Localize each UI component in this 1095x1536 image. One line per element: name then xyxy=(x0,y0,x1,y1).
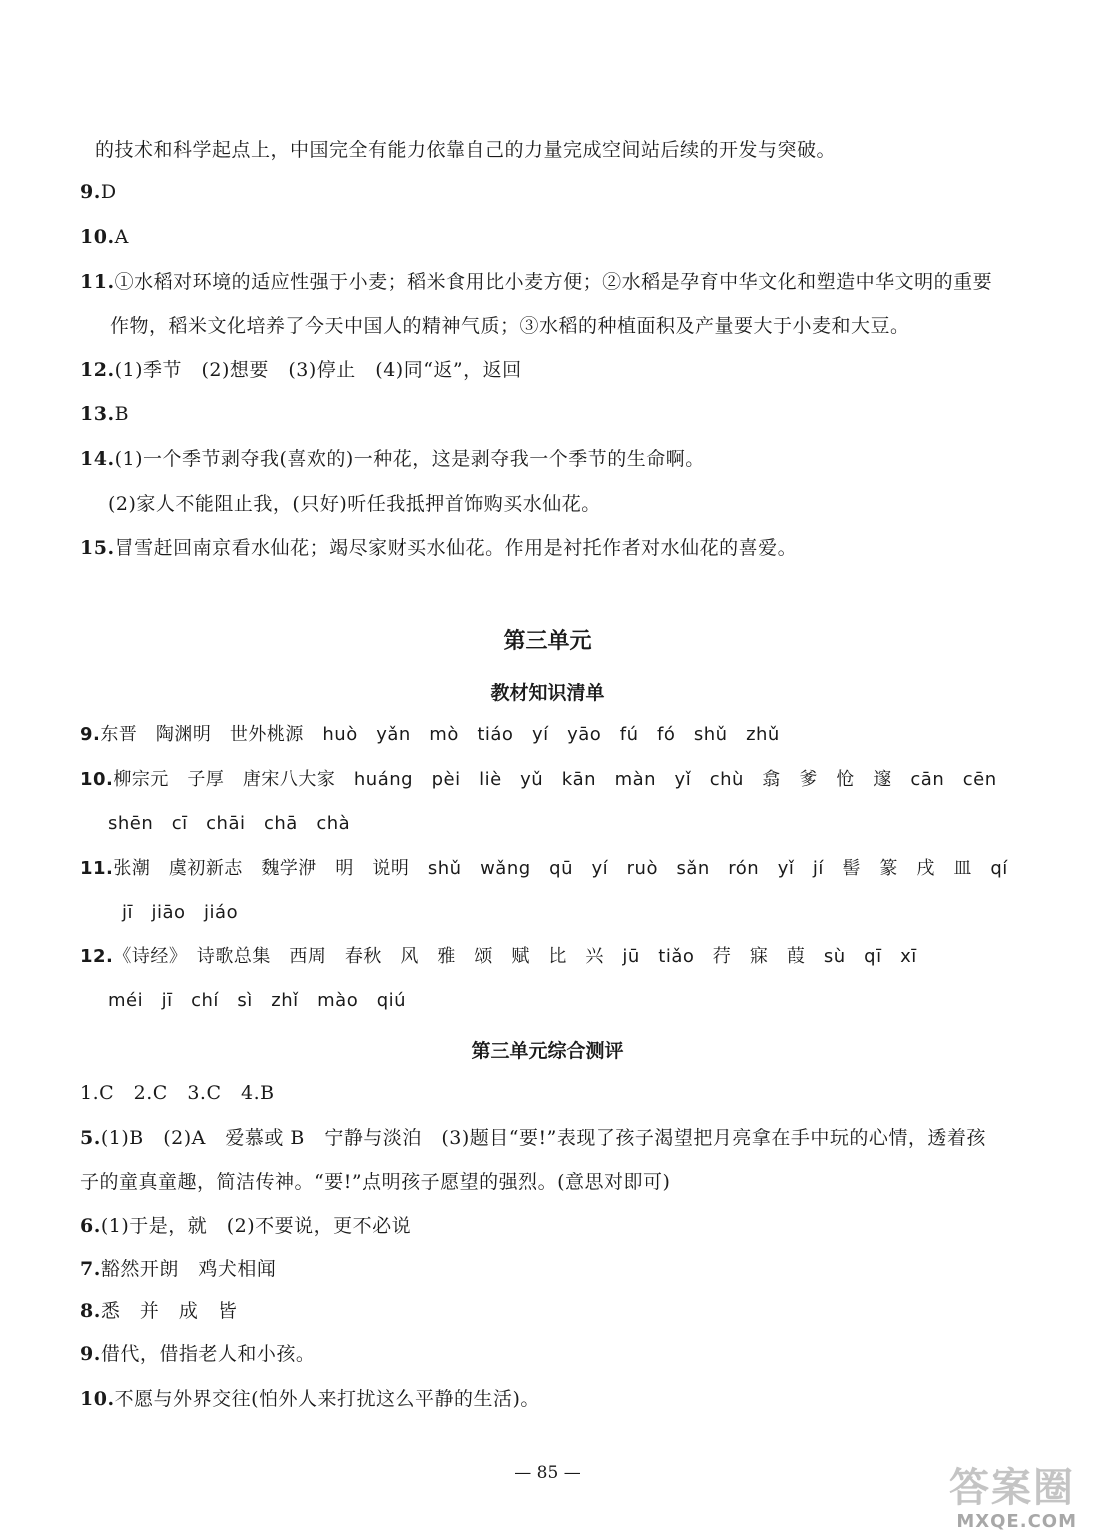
answer-line: 10.不愿与外界交往(怕外人来打扰这么平静的生活)。 xyxy=(80,1388,540,1410)
answer-line: 11.①水稻对环境的适应性强于小麦；稻米食用比小麦方便；②水稻是孕育中华文化和塑造中华文明的重要 xyxy=(80,271,993,293)
answer-line: 1.C 2.C 3.C 4.B xyxy=(80,1082,275,1104)
answer-line: 12.(1)季节 (2)想要 (3)停止 (4)同“返”，返回 xyxy=(80,359,522,381)
answer-line: 子的童真童趣，简洁传神。“要!”点明孩子愿望的强烈。(意思对即可) xyxy=(80,1171,671,1193)
answer-line: 10.A xyxy=(80,226,129,248)
answer-line: 10.柳宗元 子厚 唐宋八大家 huáng pèi liè yǔ kān màn yǐ chù 翕 爹 怆 邃 cān cēn xyxy=(80,769,997,790)
answer-line: 的技术和科学起点上，中国完全有能力依靠自己的力量完成空间站后续的开发与突破。 xyxy=(95,139,837,161)
answer-line: 11.张潮 虞初新志 魏学洢 明 说明 shǔ wǎng qū yí ruò sǎn rón yǐ jí 髻 篆 戌 皿 qí xyxy=(80,858,1008,879)
answer-line: 13.B xyxy=(80,403,130,425)
answer-line: 6.(1)于是，就 (2)不要说，更不必说 xyxy=(80,1215,412,1237)
answer-line: (2)家人不能阻止我，(只好)听任我抵押首饰购买水仙花。 xyxy=(108,493,601,515)
unit-title: 第三单元 xyxy=(503,628,592,654)
answer-line: 14.(1)一个季节剥夺我(喜欢的)一种花，这是剥夺我一个季节的生命啊。 xyxy=(80,448,705,470)
answer-line: méi jī chí sì zhǐ mào qiú xyxy=(108,990,407,1011)
answer-line: 9.东晋 陶渊明 世外桃源 huò yǎn mò tiáo yí yāo fú fó shǔ zhǔ xyxy=(80,724,780,745)
answer-line: 12.《诗经》 诗歌总集 西周 春秋 风 雅 颂 赋 比 兴 jū tiǎo 荇 寐 葭 sù qī xī xyxy=(80,946,917,967)
answer-line: 9.D xyxy=(80,181,117,203)
answer-line: 9.借代，借指老人和小孩。 xyxy=(80,1343,316,1365)
answer-line: 7.豁然开朗 鸡犬相闻 xyxy=(80,1258,277,1280)
answer-line: 作物，稻米文化培养了今天中国人的精神气质；③水稻的种植面积及产量要大于小麦和大豆。 xyxy=(110,315,910,337)
watermark-text-bottom: MXQE.COM xyxy=(956,1511,1077,1532)
section-title: 教材知识清单 xyxy=(490,682,605,704)
answer-line: shēn cī chāi chā chà xyxy=(108,813,351,834)
answer-line: 15.冒雪赶回南京看水仙花；竭尽家财买水仙花。作用是衬托作者对水仙花的喜爱。 xyxy=(80,537,798,559)
answer-line: 8.悉 并 成 皆 xyxy=(80,1300,238,1322)
watermark-logo xyxy=(923,1454,1083,1534)
answer-line: jī jiāo jiáo xyxy=(122,902,239,923)
watermark-text-top: 答案圈 xyxy=(949,1465,1075,1511)
answer-line: 5.(1)B (2)A 爱慕或 B 宁静与淡泊 (3)题目“要!”表现了孩子渴望把月亮拿在手中玩的心情，透着孩 xyxy=(80,1127,986,1149)
section-title: 第三单元综合测评 xyxy=(471,1040,624,1062)
page-number: — 85 — xyxy=(514,1463,581,1483)
